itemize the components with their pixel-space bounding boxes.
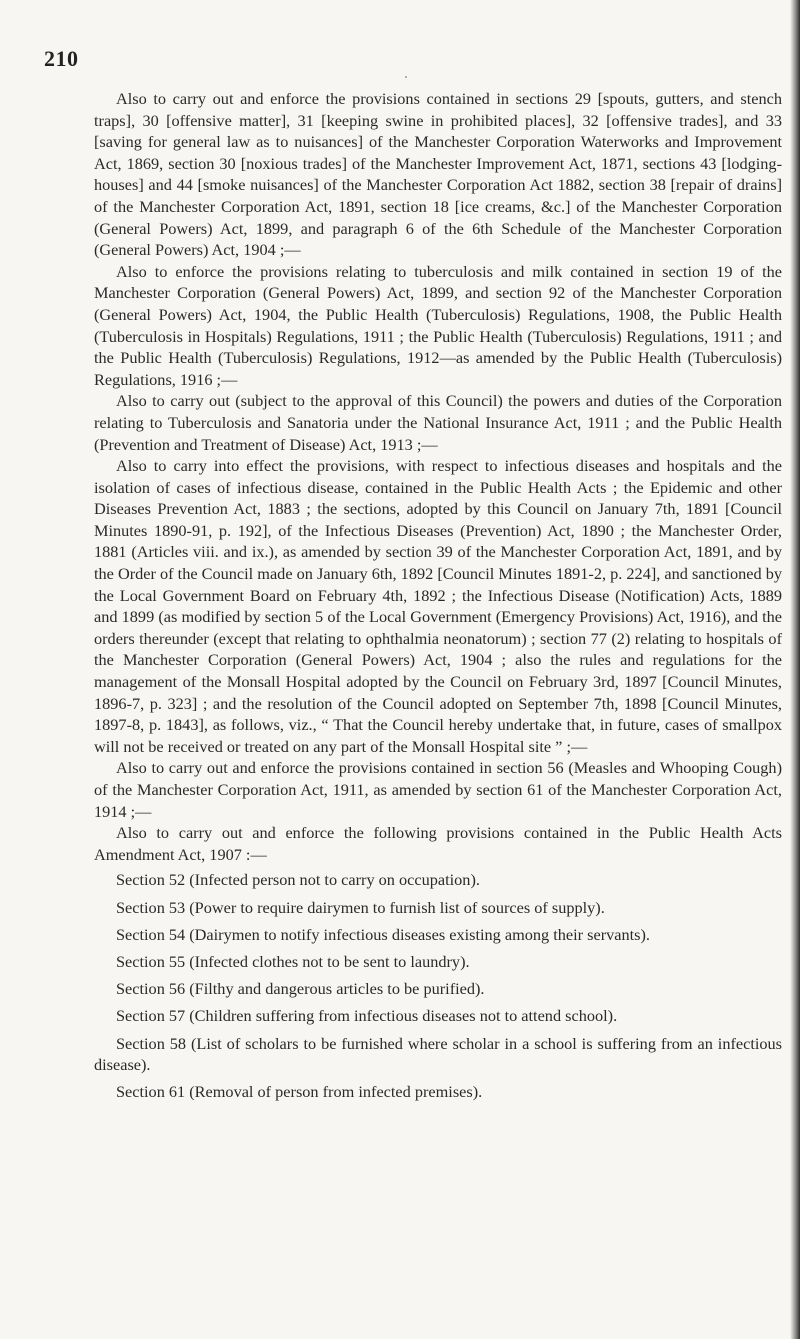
section-item-61: Section 61 (Removal of person from infected premises). [116, 1082, 483, 1102]
section-list [94, 869, 782, 1103]
section-item-55: Section 55 (Infected clothes not to be sent to laundry). [116, 951, 470, 971]
paragraph-sanatoria: Also to carry out (subject to the approval of this Council) the powers and duties of the Corporation relating to Tuberculosis and Sanatoria under the National Insurance Act, 1911 ; and the Public Health (Prevention and Treatment of Disease) Act, 1913 ;— [94, 391, 782, 454]
section-item-54: Section 54 (Dairymen to notify infectious diseases existing among their servants). [116, 924, 650, 944]
paragraph-amendment-act-intro: Also to carry out and enforce the following provisions contained in the Public Health Acts Amendment Act, 1907 :— [94, 823, 782, 864]
page-binding-edge [790, 0, 800, 1339]
paragraph-tuberculosis-milk: Also to enforce the provisions relating to tuberculosis and milk contained in section 19 of the Manchester Corporation (General Powers) Act, 1899, and section 92 of the Manchester Corporation (General Powers) Act, 1904, the Public Health (Tuberculosis) Regulations, 1908, the Public Health (Tuberculosis in Hospitals) Regulations, 1911 ; the Public Health (Tuberculosis) Regulations, 1911 ; and the Public Health (Tuberculosis) Regulations, 1912—as amended by the Public Health (Tuberculosis) Regulations, 1916 ;— [94, 261, 782, 389]
section-item-57: Section 57 (Children suffering from infectious diseases not to attend school). [116, 1006, 618, 1026]
paragraph-measles: Also to carry out and enforce the provisions contained in section 56 (Measles and Whooping Cough) of the Manchester Corporation Act, 1911, as amended by section 61 of the Manchester Corporation Act, 1914 ;— [94, 758, 782, 821]
paragraph-nuisance-provisions: Also to carry out and enforce the provisions contained in sections 29 [spouts, gutters, and stench traps], 30 [offensive matter], 31 [keeping swine in prohibited places], 32 [offensive trades], and 33 [saving for general law as to nuisances] of the Manchester Corporation Waterworks and Improvement Act, 1869, section 30 [noxious trades] of the Manchester Improvement Act, 1871, sections 43 [lodging-houses] and 44 [smoke nuisances] of the Manchester Corporation Act 1882, section 38 [repair of drains] of the Manchester Corporation Act, 1891, section 18 [ice creams, &c.] of the Manchester Corporation (General Powers) Act, 1899, and paragraph 6 of the 6th Schedule of the Manchester Corporation (General Powers) Act, 1904 ;— [94, 89, 782, 260]
ink-speck [405, 76, 407, 78]
section-item-52: Section 52 (Infected person not to carry on occupation). [116, 870, 480, 890]
section-item-58: Section 58 (List of scholars to be furnished where scholar in a school is suffering from an infectious disease). [94, 1033, 782, 1075]
page-number: 210 [44, 46, 79, 71]
section-item-56: Section 56 (Filthy and dangerous articles to be purified). [116, 979, 485, 999]
section-item-53: Section 53 (Power to require dairymen to furnish list of sources of supply). [116, 897, 605, 917]
paragraph-infectious-diseases: Also to carry into effect the provisions, with respect to infectious diseases and hospitals and the isolation of cases of infectious disease, contained in the Public Health Acts ; the Epidemic and other Diseases Prevention Act, 1883 ; the sections, adopted by this Council on January 7th, 1891 [Council Minutes 1890-91, p. 192], of the Infectious Diseases (Prevention) Act, 1890 ; the Manchester Order, 1881 (Articles viii. and ix.), as amended by section 39 of the Manchester Corporation Act, 1891, and by the Order of the Council made on January 6th, 1892 [Council Minutes 1891-2, p. 224], and sanctioned by the Local Government Board on February 4th, 1892 ; the Infectious Disease (Notification) Acts, 1889 and 1899 (as modified by section 5 of the Local Government (Emergency Provisions) Act, 1916), and the orders thereunder (except that relating to ophthalmia neonatorum) ; section 77 (2) relating to hospitals of the Manchester Corporation (General Powers) Act, 1904 ; also the rules and regulations for the management of the Monsall Hospital adopted by the Council on February 3rd, 1897 [Council Minutes, 1896-7, p. 323] ; and the resolution of the Council adopted on September 7th, 1898 [Council Minutes, 1897-8, p. 1843], as follows, viz., “ That the Council hereby undertake that, in future, cases of smallpox will not be received or treated on any part of the Monsall Hospital site ” ;— [94, 456, 782, 756]
body-text [94, 88, 782, 1108]
